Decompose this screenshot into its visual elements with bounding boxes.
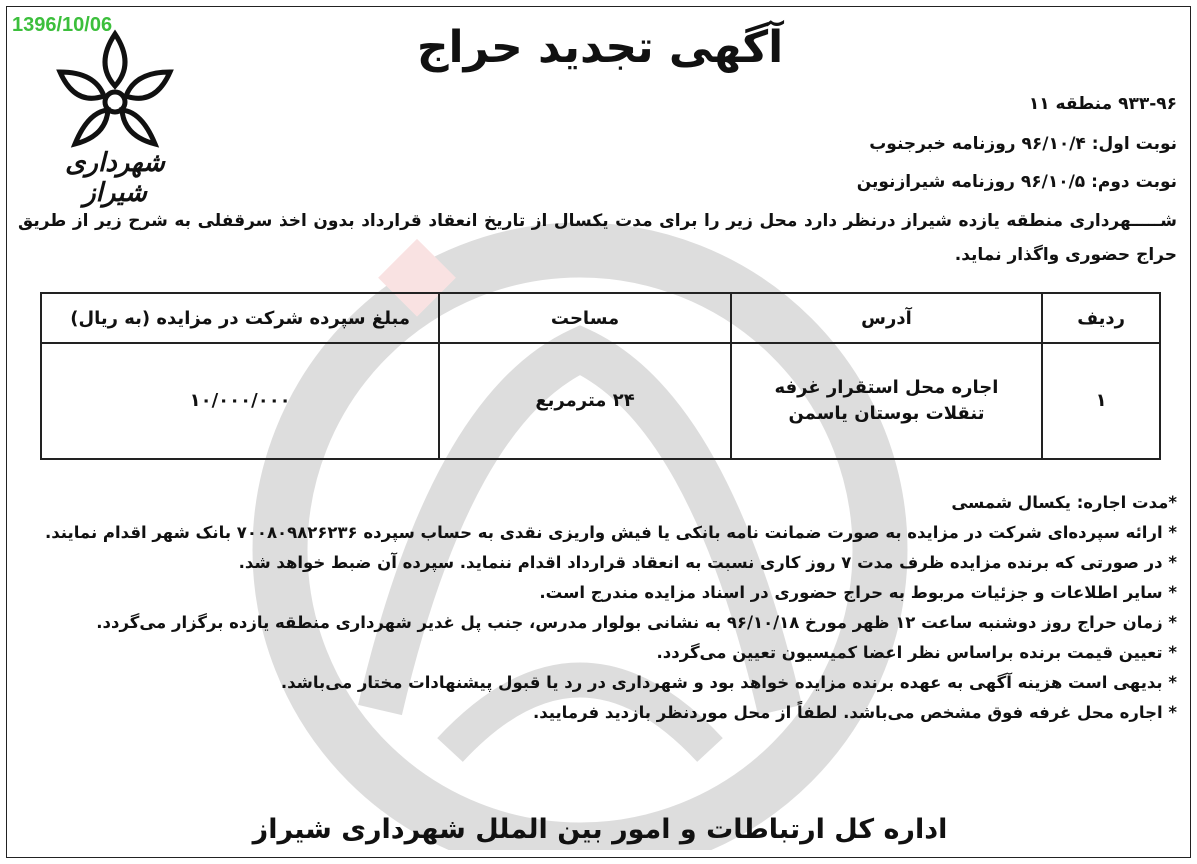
header-deposit: مبلغ سپرده شرکت در مزایده (به ریال) (41, 293, 439, 343)
header-area: مساحت (439, 293, 730, 343)
intro-paragraph: شـــــهرداری منطقه یازده شیراز درنظر دارد محل زیر را برای مدت یکسال از تاریخ انعقاد قرارداد بدون اخذ سرقفلی به شرح زیر از طریق حراج حضوری واگذار نماید. (18, 211, 1177, 265)
second-publication: نوبت دوم: ۹۶/۱۰/۵ روزنامه شیرازنوین (856, 172, 1177, 192)
note-item: * ارائه سپرده‌ای شرکت در مزایده به صورت ضمانت نامه بانکی یا فیش واریزی نقدی به حساب سپرده ۷۰۰۸۰۹۸۲۶۲۳۶ بانک شهر اقدام نمایند. (45, 523, 1177, 542)
auction-table (40, 292, 1161, 460)
header-address: آدرس (731, 293, 1042, 343)
page-title: آگهی تجدید حراج (416, 22, 784, 73)
cell-deposit: ۱۰/۰۰۰/۰۰۰ (41, 343, 439, 459)
table-header-row (41, 293, 1160, 343)
logo-text: شهرداری شیراز (65, 148, 165, 208)
cell-area: ۲۴ مترمربع (439, 343, 730, 459)
note-item: * تعیین قیمت برنده براساس نظر اعضا کمیسیون تعیین می‌گردد. (656, 643, 1177, 662)
reference-number: ۹۳۳-۹۶ منطقه ۱۱ (1028, 94, 1177, 114)
note-item: * اجاره محل غرفه فوق مشخص می‌باشد. لطفاً از محل موردنظر بازدید فرمایید. (532, 703, 1177, 722)
first-publication: نوبت اول: ۹۶/۱۰/۴ روزنامه خبرجنوب (869, 134, 1177, 154)
date-stamp: 1396/10/06 (12, 14, 113, 36)
note-item: * زمان حراج روز دوشنبه ساعت ۱۲ ظهر مورخ ۹۶/۱۰/۱۸ به نشانی بولوار مدرس، جنب پل غدیر شهرداری منطقه یازده برگزار می‌گردد. (96, 613, 1177, 632)
note-item: * سایر اطلاعات و جزئیات مربوط به حراج حضوری در اسناد مزایده مندرج است. (539, 583, 1177, 602)
note-item: * در صورتی که برنده مزایده ظرف مدت ۷ روز کاری نسبت به انعقاد قرارداد اقدام ننماید. سپرده آن ضبط خواهد شد. (238, 553, 1177, 572)
note-item: *مدت اجاره: یکسال شمسی (951, 493, 1177, 512)
notes-list (18, 488, 1177, 728)
address-line-1: اجاره محل استقرار غرفه (774, 377, 999, 398)
footer-department: اداره کل ارتباطات و امور بین الملل شهرداری شیراز (252, 814, 948, 845)
table-row (41, 343, 1160, 459)
header-row-number: ردیف (1042, 293, 1160, 343)
address-line-2: تنقلات بوستان یاسمن (788, 403, 985, 424)
note-item: * بدیهی است هزینه آگهی به عهده برنده مزایده خواهد بود و شهرداری در رد یا قبول پیشنهادات مختار می‌باشد. (280, 673, 1177, 692)
cell-address (731, 343, 1042, 459)
cell-row-number: ۱ (1042, 343, 1160, 459)
